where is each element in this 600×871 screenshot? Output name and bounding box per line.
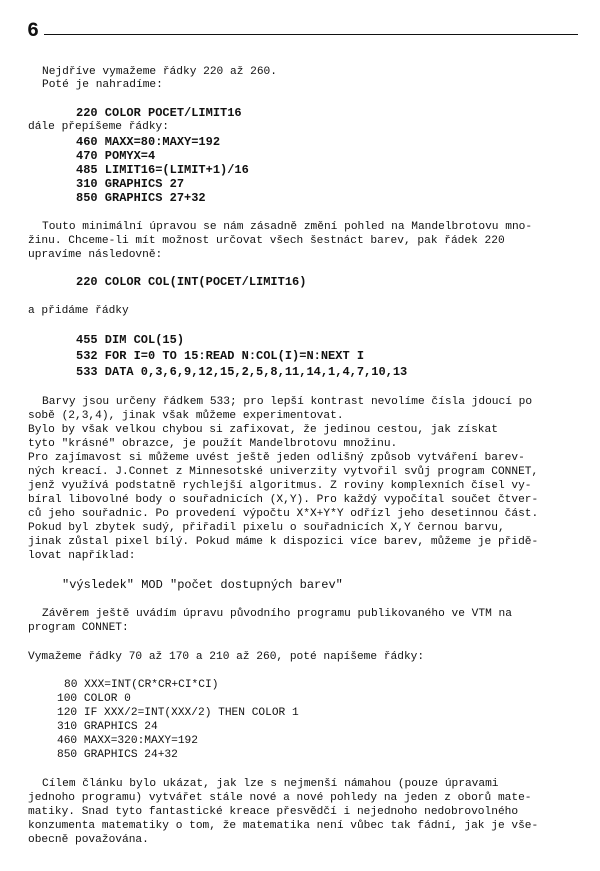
text-line: a přidáme řádky xyxy=(28,305,129,317)
code-line: 470 POMYX=4 xyxy=(76,149,156,163)
expression-line: "výsledek" MOD "počet dostupných barev" xyxy=(62,578,343,592)
header-rule xyxy=(44,34,578,35)
text-line: sobě (2,3,4), jinak však můžeme experimentovat. xyxy=(28,410,344,422)
text-line: program CONNET: xyxy=(28,622,129,634)
text-line: matiky. Snad tyto fantastické kreace přesvědčí i nejednoho nedobrovolného xyxy=(28,806,519,818)
text-line: Pokud byl zbytek sudý, přiřadil pixelu o souřadnicích X,Y černou barvu, xyxy=(28,522,505,534)
code-line: 532 FOR I=0 TO 15:READ N:COL(I)=N:NEXT I xyxy=(76,349,365,363)
code-line: 455 DIM COL(15) xyxy=(76,333,185,347)
text-line: jednoho programu) vytvářet stále nové a nové pohledy na jeden z oborů mate- xyxy=(28,792,532,804)
text-line: ců jeho souřadnic. Po provedení výpočtu X*X+Y*Y odřízl jeho desetinnou část. xyxy=(28,508,539,520)
text-line: upravíme následovně: xyxy=(28,249,163,261)
text-line: lovat například: xyxy=(28,550,136,562)
text-line: obecně považována. xyxy=(28,834,149,846)
code-line: 850 GRAPHICS 24+32 xyxy=(57,749,178,761)
code-line: 460 MAXX=320:MAXY=192 xyxy=(57,735,198,747)
text-line: bíral libovolné body o souřadnicích (X,Y). Pro každý vypočítal součet čtver- xyxy=(28,494,539,506)
code-line: 850 GRAPHICS 27+32 xyxy=(76,191,206,205)
code-line: 485 LIMIT16=(LIMIT+1)/16 xyxy=(76,163,249,177)
text-line: dále přepíšeme řádky: xyxy=(28,121,169,133)
text-line: Bylo by však velkou chybou si zafixovat, že jedinou cestou, jak získat xyxy=(28,424,498,436)
text-line: jenž využívá podstatně rychlejší algoritmus. Z roviny komplexních čísel vy- xyxy=(28,480,532,492)
code-line: 460 MAXX=80:MAXY=192 xyxy=(76,135,221,149)
text-line: ných kreací. J.Connet z Minnesotské univerzity vytvořil svůj program CONNET, xyxy=(28,466,539,478)
text-line: Závěrem ještě uvádím úpravu původního programu publikovaného ve VTM na xyxy=(42,608,512,620)
text-line: tyto "krásné" obrazce, je použít Mandelbrotovu množinu. xyxy=(28,438,398,450)
text-line: Pro zajímavost si můžeme uvést ještě jeden odlišný způsob vytváření barev- xyxy=(28,452,525,464)
page-number: 6 xyxy=(27,20,40,43)
text-line: Nejdříve vymažeme řádky 220 až 260. xyxy=(42,66,277,78)
text-line: konzumenta matematiky o tom, že matematika není vůbec tak fádní, jak je vše- xyxy=(28,820,539,832)
code-line: 100 COLOR 0 xyxy=(57,693,131,705)
text-line: jinak zůstal pixel bílý. Pokud máme k dispozici více barev, můžeme je přidě- xyxy=(28,536,539,548)
code-line: 80 XXX=INT(CR*CR+CI*CI) xyxy=(64,679,219,691)
code-line: 310 GRAPHICS 27 xyxy=(76,177,185,191)
text-line: Poté je nahradíme: xyxy=(42,79,163,91)
text-line: Touto minimální úpravou se nám zásadně změní pohled na Mandelbrotovu mno- xyxy=(42,221,533,233)
code-line: 533 DATA 0,3,6,9,12,15,2,5,8,11,14,1,4,7,10,13 xyxy=(76,365,408,379)
code-line: 220 COLOR POCET/LIMIT16 xyxy=(76,106,242,120)
text-line: žinu. Chceme-li mít možnost určovat všech šestnáct barev, pak řádek 220 xyxy=(28,235,505,247)
code-line: 310 GRAPHICS 24 xyxy=(57,721,158,733)
text-line: Cílem článku bylo ukázat, jak lze s nejmenší námahou (pouze úpravami xyxy=(42,778,499,790)
text-line: Barvy jsou určeny řádkem 533; pro lepší kontrast nevolíme čísla jdoucí po xyxy=(42,396,533,408)
code-line: 120 IF XXX/2=INT(XXX/2) THEN COLOR 1 xyxy=(57,707,299,719)
text-line: Vymažeme řádky 70 až 170 a 210 až 260, poté napíšeme řádky: xyxy=(28,651,425,663)
code-line: 220 COLOR COL(INT(POCET/LIMIT16) xyxy=(76,275,307,289)
